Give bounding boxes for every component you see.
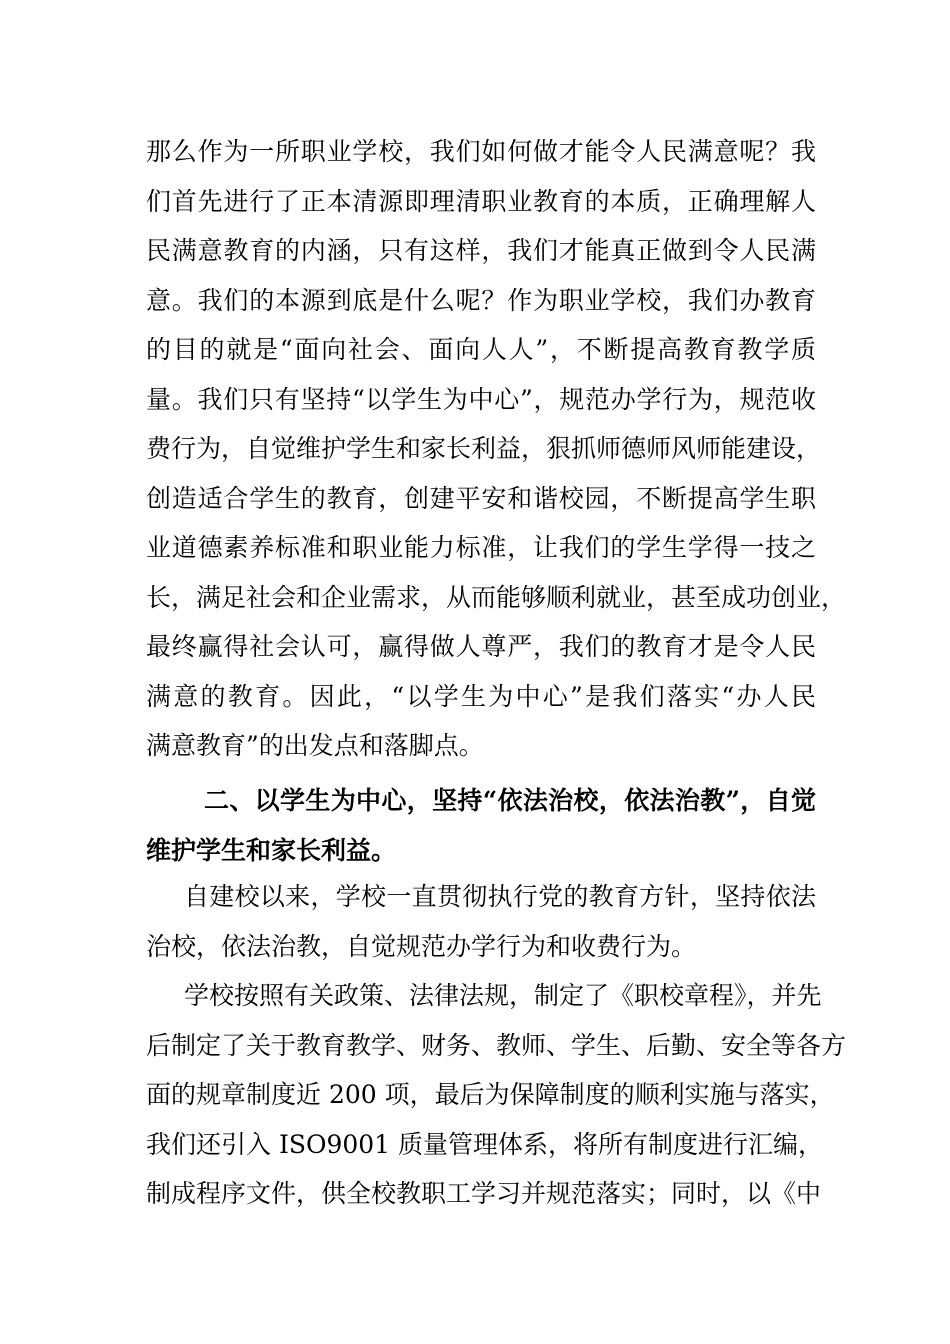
text-line: 满意的教育。因此，“以学生为中心”是我们落实“办人民 <box>146 681 816 711</box>
text-line: 我们还引入 ISO9001 质量管理体系，将所有制度进行汇编， <box>146 1129 824 1159</box>
paragraph-regulations <box>146 971 847 1219</box>
text-line: 满意教育”的出发点和落脚点。 <box>146 731 484 760</box>
text-line: 长，满足社会和企业需求，从而能够顺利就业，甚至成功创业， <box>146 582 847 612</box>
paragraph-rule-of-law <box>146 872 816 971</box>
text-line: 后制定了关于教育教学、财务、教师、学生、后勤、安全等各方 <box>146 1030 847 1060</box>
text-line: 那么作为一所职业学校，我们如何做才能令人民满意呢？我 <box>146 137 816 166</box>
text-line: 意。我们的本源到底是什么呢？作为职业学校，我们办教育 <box>146 285 816 315</box>
paragraph-student-centered <box>146 127 847 771</box>
text-line: 制成程序文件，供全校教职工学习并规范落实；同时，以《中 <box>146 1179 822 1208</box>
text-line: 最终赢得社会认可，赢得做人尊严，我们的教育才是令人民 <box>146 632 816 661</box>
text-line: 治校，依法治教，自觉规范办学行为和收费行为。 <box>146 931 697 961</box>
section-heading <box>146 776 816 875</box>
text-line: 业道德素养标准和职业能力标准，让我们的学生学得一技之 <box>146 533 816 562</box>
text-line: 们首先进行了正本清源即理清职业教育的本质，正确理解人 <box>146 186 816 216</box>
text-line: 费行为，自觉维护学生和家长利益，狠抓师德师风师能建设， <box>146 434 822 463</box>
text-line: 自建校以来，学校一直贯彻执行党的教育方针，坚持依法 <box>184 882 816 911</box>
heading-line: 二、以学生为中心，坚持“依法治校，依法治教”，自觉 <box>204 786 816 815</box>
heading-line: 维护学生和家长利益。 <box>146 835 397 865</box>
text-line: 的目的就是“面向社会、面向人人”，不断提高教育教学质 <box>146 335 816 364</box>
text-line: 创造适合学生的教育，创建平安和谐校园，不断提高学生职 <box>146 483 816 513</box>
text-line: 学校按照有关政策、法律法规，制定了《职校章程》，并先 <box>184 981 822 1010</box>
text-line: 面的规章制度近 200 项，最后为保障制度的顺利实施与落实， <box>146 1080 835 1109</box>
text-line: 民满意教育的内涵，只有这样，我们才能真正做到令人民满 <box>146 236 816 265</box>
text-line: 量。我们只有坚持“以学生为中心”，规范办学行为，规范收 <box>146 384 816 414</box>
